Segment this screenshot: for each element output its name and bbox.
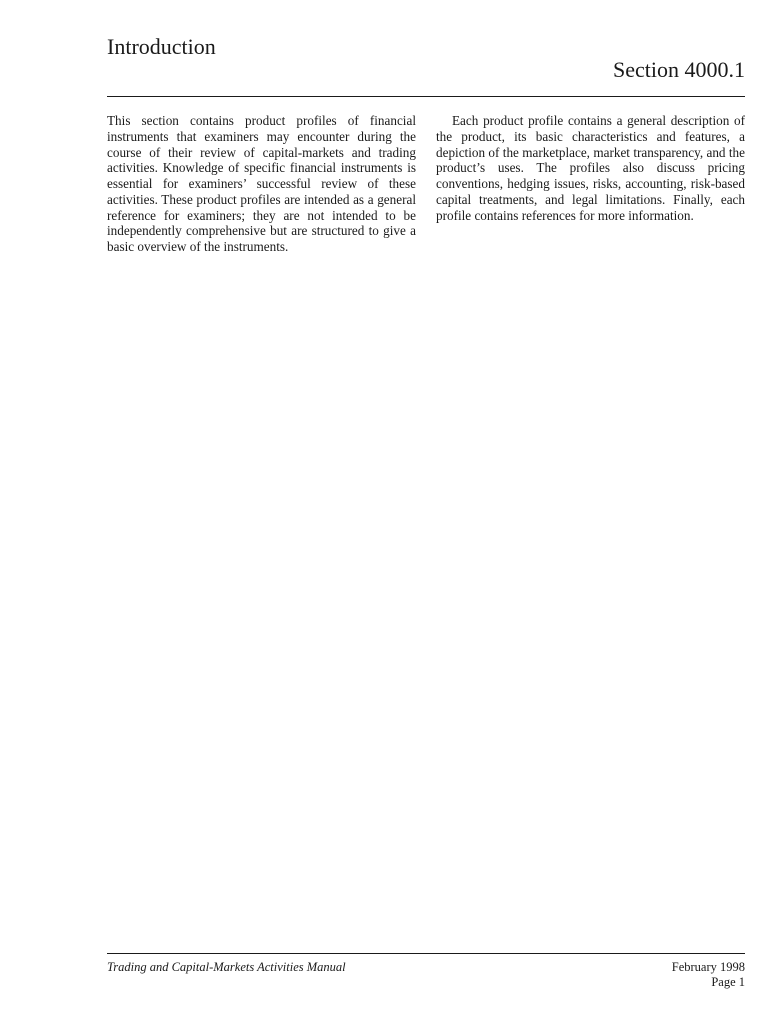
page-title: Introduction [107, 34, 216, 59]
footer-manual-title: Trading and Capital-Markets Activities Manual [107, 960, 346, 974]
footer-date: February 1998 [671, 960, 745, 974]
footer-page-number: Page 1 [711, 975, 745, 989]
body-paragraph-left: This section contains product profiles of financial instruments that examiners may encounter during the course of their review of capital-markets and trading activities. Knowledge of specific financial instruments is essential for examiners’ successful review of these activities. These product profiles are intended as a general reference for examiners; they are not intended to be independently comprehensive but are structured to give a basic overview of the instruments. [107, 113, 416, 254]
section-number: Section 4000.1 [613, 57, 745, 82]
footer-divider [107, 953, 745, 954]
body-paragraph-right: Each product profile contains a general description of the product, its basic characteristics and features, a depiction of the marketplace, market transparency, and the product’s uses. The profiles also discuss pricing conventions, hedging issues, risks, accounting, risk-based capital treatments, and legal limitations. Finally, each profile contains references for more information. [436, 113, 745, 223]
header-divider [107, 96, 745, 97]
footer-page-info [672, 960, 745, 990]
